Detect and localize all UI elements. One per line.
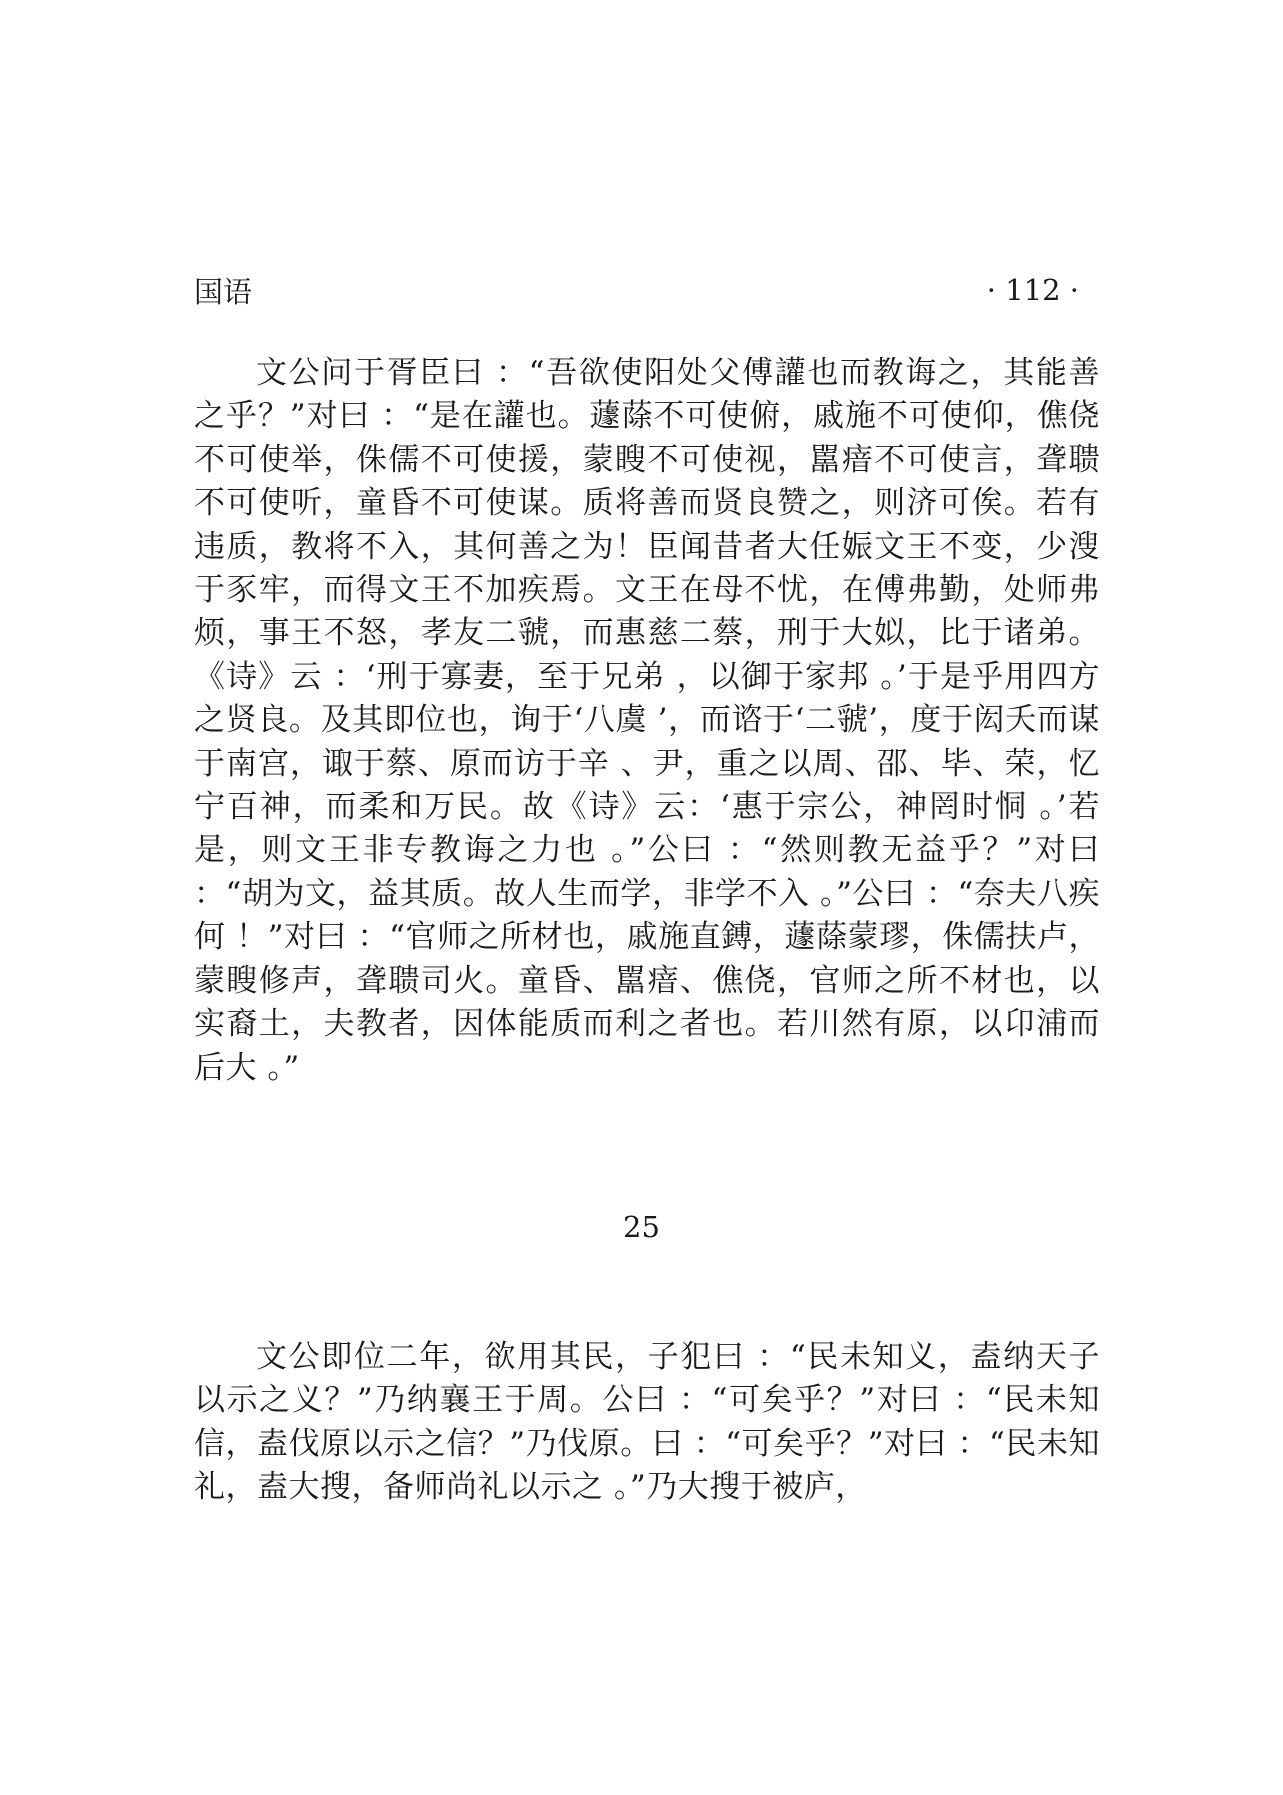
- page-header: [194, 268, 1079, 312]
- section-24-text: [194, 352, 1100, 1090]
- page-number: · 112 ·: [986, 273, 1079, 307]
- paragraph: 文公问于胥臣曰 ：“吾欲使阳处父傅讙也而教诲之，其能善之乎？”对曰 ：“是在讙也。蘧蒢不可使俯，戚施不可使仰，僬侥不可使举，侏儒不可使援，蒙瞍不可使视，嚚瘖不可使言，聋聩不可使听，童昏不可使谋。质将善而贤良赞之，则济可俟。若有违质，教将不入，其何善之为！臣闻昔者大任娠文王不变，少溲于豕牢，而得文王不加疾焉。文王在母不忧，在傅弗勤，处师弗烦，事王不怒，孝友二虢，而惠慈二蔡，刑于大姒，比于诸弟。《诗》云 ：‘刑于寡妻，至于兄弟 ，以御于家邦 。’于是乎用四方之贤良。及其即位也，询于‘八虞 ’，而谘于‘二虢’，度于闳夭而谋于南宫，诹于蔡、原而访于辛 、尹，重之以周、邵、毕、荣，忆宁百神，而柔和万民。故《诗》云：‘惠于宗公，神罔时恫 。’若是，则文王非专教诲之力也 。”公曰 ：“然则教无益乎？”对曰 ：“胡为文，益其质。故人生而学，非学不入 。”公曰 ：“奈夫八疾何 ！”对曰 ：“官师之所材也，戚施直鎛，蘧蒢蒙璆，侏儒扶卢，蒙瞍修声，聋聩司火。童昏、嚚瘖、僬侥，官师之所不材也，以实裔土，夫教者，因体能质而利之者也。若川然有原，以卬浦而后大 。”: [194, 355, 1100, 1086]
- book-title: 国语: [194, 274, 253, 309]
- section-25-text: [194, 1336, 1100, 1510]
- section-number: 25: [623, 1210, 660, 1244]
- paragraph: 文公即位二年，欲用其民，子犯曰 ：“民未知义，盍纳天子以示之义？”乃纳襄王于周。公曰 ：“可矣乎？”对曰 ：“民未知信，盍伐原以示之信？”乃伐原。曰 ：“可矣乎？”对曰 ：“民未知礼，盍大搜，备师尚礼以示之 。”乃大搜于被庐，: [194, 1339, 1100, 1506]
